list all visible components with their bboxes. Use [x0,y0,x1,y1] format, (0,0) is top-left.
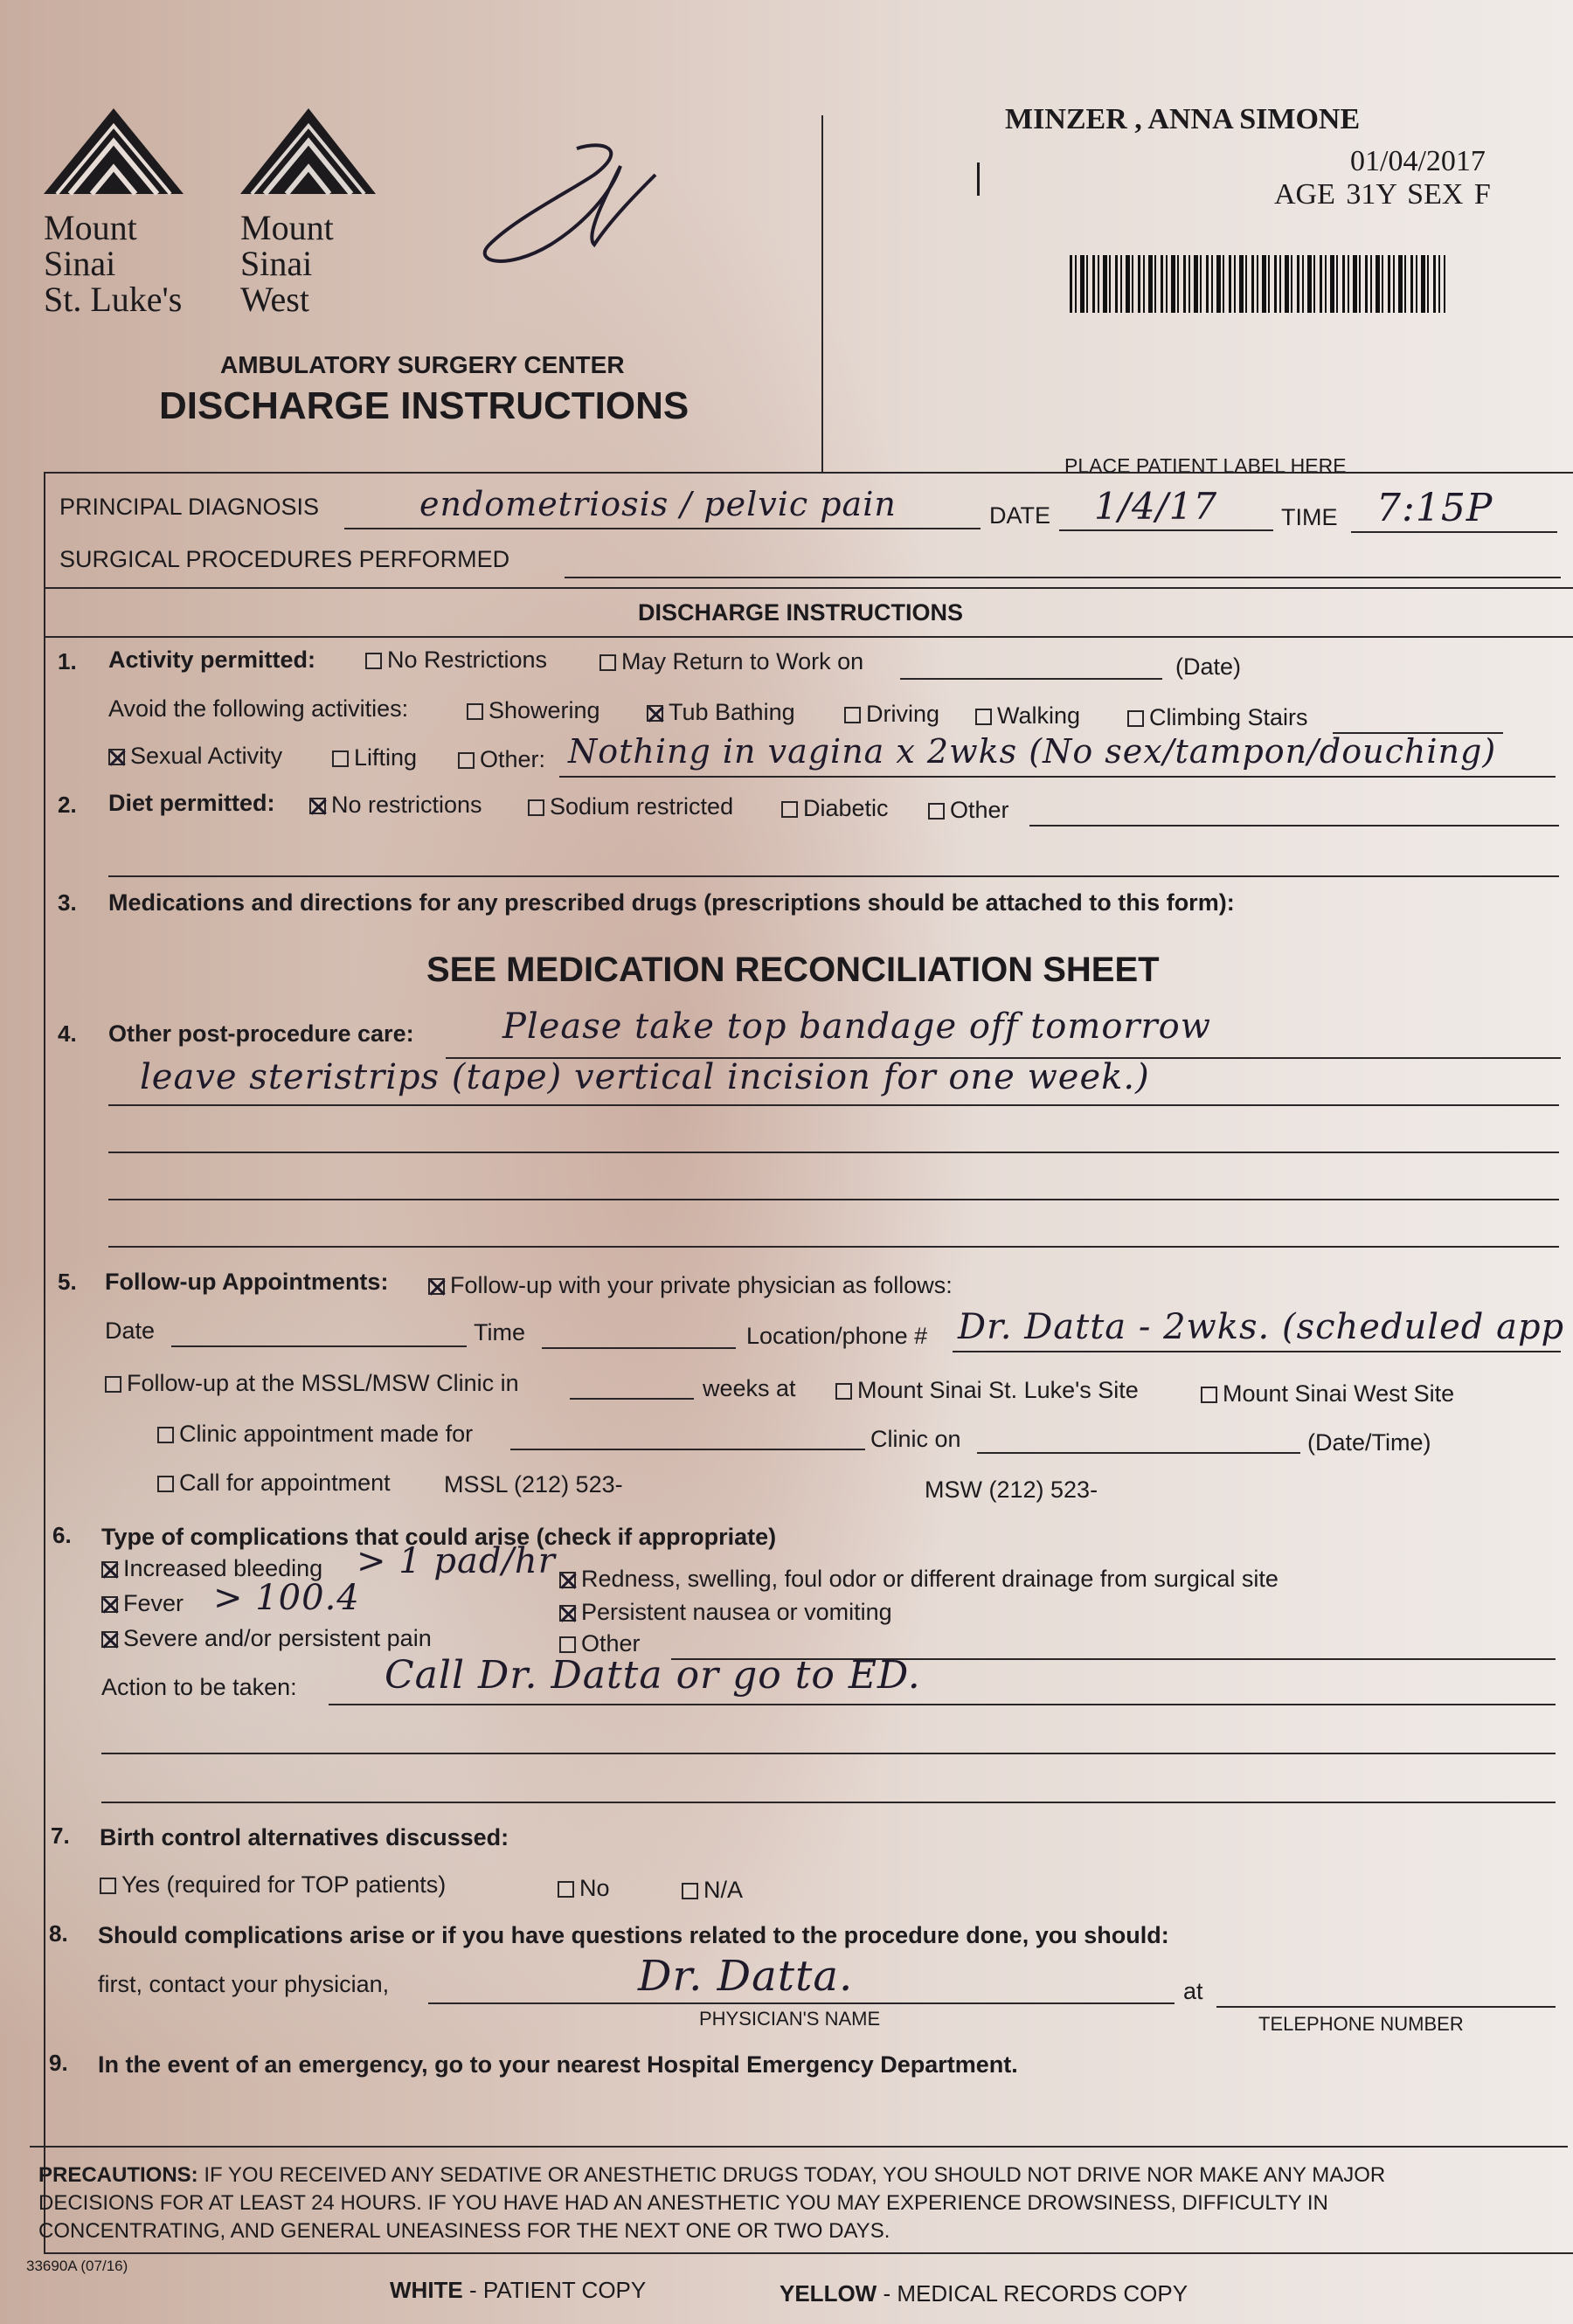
post-care-label: Other post-procedure care: [108,1020,414,1047]
sodium-option[interactable]: Sodium restricted [528,793,733,820]
west-site-checkbox[interactable] [1201,1387,1217,1403]
date-value: 1/4/17 [1094,485,1218,528]
weeks-at-label: weeks at [703,1375,796,1401]
diet-no-restrictions-checkbox[interactable] [309,798,326,814]
may-return-checkbox[interactable] [599,654,616,671]
redness-checkbox[interactable] [559,1572,576,1588]
section-8-number: 8. [49,1920,68,1947]
section-9-number: 9. [49,2050,68,2076]
procedures-label: SURGICAL PROCEDURES PERFORMED [59,546,510,572]
first-contact-label: first, contact your physician, [98,1971,390,1997]
physician-name-value: Dr. Datta. [638,1952,854,2001]
tub-bathing-checkbox[interactable] [647,705,663,722]
patient-date: 01/04/2017 [1350,145,1486,177]
no-restrictions-option[interactable]: No Restrictions [365,647,547,674]
clinic-appt-option[interactable]: Clinic appointment made for [157,1421,473,1448]
action-value: Call Dr. Datta or go to ED. [385,1653,921,1698]
center-name: AMBULATORY SURGERY CENTER [220,351,625,378]
patient-barcode [1070,255,1445,313]
bleeding-option[interactable]: Increased bleeding [101,1555,322,1582]
location-value: Dr. Datta - 2wks. (scheduled app [958,1307,1565,1347]
showering-option[interactable]: Showering [467,697,600,724]
diabetic-checkbox[interactable] [781,801,798,818]
phone-caption: TELEPHONE NUMBER [1258,2013,1464,2035]
avoid-label: Avoid the following activities: [108,695,409,722]
driving-checkbox[interactable] [844,707,861,723]
complications-label: Type of complications that could arise (check if appropriate) [101,1524,777,1550]
diet-label: Diet permitted: [108,790,275,816]
section-2-number: 2. [58,792,77,818]
nausea-checkbox[interactable] [559,1605,576,1622]
no-restrictions-checkbox[interactable] [365,653,382,669]
mssl-phone: MSSL (212) 523- [444,1471,623,1497]
clinic-followup-option[interactable]: Follow-up at the MSSL/MSW Clinic in [105,1370,519,1397]
patient-label-caption: PLACE PATIENT LABEL HERE [1064,454,1347,477]
time-label: TIME [1281,504,1338,530]
post-care-line-1: Please take top bandage off tomorrow [502,1006,1211,1047]
showering-checkbox[interactable] [467,703,483,720]
diet-other-checkbox[interactable] [928,803,945,820]
complications-contact-label: Should complications arise or if you have questions related to the procedure done, you should: [98,1922,1169,1948]
mount-sinai-west-logo-icon [240,107,376,198]
complication-other-checkbox[interactable] [559,1636,576,1653]
private-physician-checkbox[interactable] [428,1278,445,1295]
clinic-on-label: Clinic on [870,1426,961,1452]
west-site-option[interactable]: Mount Sinai West Site [1201,1380,1454,1408]
bleeding-checkbox[interactable] [101,1561,118,1578]
lifting-option[interactable]: Lifting [332,744,417,771]
signature-scribble [454,140,673,271]
section-3-number: 3. [58,889,77,916]
date-hint: (Date) [1175,654,1242,680]
pain-option[interactable]: Severe and/or persistent pain [101,1625,432,1652]
sodium-checkbox[interactable] [528,799,544,816]
driving-option[interactable]: Driving [844,701,939,728]
followup-time-label: Time [474,1319,525,1345]
walking-option[interactable]: Walking [975,702,1080,730]
physician-caption: PHYSICIAN'S NAME [699,2008,881,2030]
followup-label: Follow-up Appointments: [105,1269,389,1295]
page-title: DISCHARGE INSTRUCTIONS [159,384,689,427]
bc-no-checkbox[interactable] [558,1881,574,1898]
sexual-activity-option[interactable]: Sexual Activity [108,743,282,770]
bc-yes-option[interactable]: Yes (required for TOP patients) [100,1871,446,1899]
call-appt-checkbox[interactable] [157,1476,174,1492]
diagnosis-value: endometriosis / pelvic pain [419,485,897,523]
section-7-number: 7. [51,1823,70,1849]
pain-checkbox[interactable] [101,1631,118,1648]
diagnosis-label: PRINCIPAL DIAGNOSIS [59,494,320,520]
followup-date-label: Date [105,1318,156,1344]
precautions-line-3: CONCENTRATING, AND GENERAL UNEASINESS FOR THE NEXT ONE OR TWO DAYS. [38,2219,890,2243]
climbing-option[interactable]: Climbing Stairs [1127,704,1308,731]
mount-sinai-st-lukes-logo-icon [44,107,184,198]
bc-yes-checkbox[interactable] [100,1878,116,1894]
date-label: DATE [989,502,1051,529]
diabetic-option[interactable]: Diabetic [781,795,889,822]
complication-other-option[interactable]: Other [559,1630,641,1657]
logo-west-text: Mount Sinai West [240,208,334,319]
other-activity-value: Nothing in vagina x 2wks (No sex/tampon/douching) [568,732,1497,771]
redness-option[interactable]: Redness, swelling, foul odor or different drainage from surgical site [559,1566,1278,1593]
fever-option[interactable]: Fever [101,1590,184,1617]
form-number: 33690A (07/16) [26,2258,128,2274]
msw-phone: MSW (212) 523- [925,1477,1098,1503]
header-divider [821,115,823,474]
sexual-activity-checkbox[interactable] [108,749,125,765]
section-title: DISCHARGE INSTRUCTIONS [638,599,964,626]
clinic-followup-checkbox[interactable] [105,1376,121,1393]
emergency-instruction: In the event of an emergency, go to your nearest Hospital Emergency Department. [98,2051,1018,2078]
section-4-number: 4. [58,1020,77,1047]
location-label: Location/phone # [746,1323,928,1349]
section-6-number: 6. [52,1522,72,1548]
activity-label: Activity permitted: [108,647,316,673]
action-label: Action to be taken: [101,1674,297,1700]
medications-label: Medications and directions for any prescribed drugs (prescriptions should be attached to this form): [108,889,1235,916]
st-lukes-site-option[interactable]: Mount Sinai St. Luke's Site [835,1377,1139,1404]
at-label: at [1183,1978,1203,2004]
walking-checkbox[interactable] [975,709,992,725]
diet-other-option[interactable]: Other [928,797,1009,824]
bleeding-note: > 1 pad/hr [357,1541,556,1581]
patient-name: MINZER , ANNA SIMONE [1005,103,1361,135]
section-5-number: 5. [58,1269,77,1295]
yellow-copy-label: YELLOW - MEDICAL RECORDS COPY [780,2280,1188,2307]
other-activity-option[interactable]: Other: [458,746,545,773]
other-activity-checkbox[interactable] [458,752,475,769]
climbing-checkbox[interactable] [1127,710,1144,727]
may-return-option[interactable]: May Return to Work on [599,648,863,675]
bc-na-checkbox[interactable] [682,1883,698,1899]
call-appt-option[interactable]: Call for appointment [157,1470,391,1497]
birth-control-label: Birth control alternatives discussed: [100,1824,509,1850]
diet-no-restrictions-option[interactable]: No restrictions [309,792,482,819]
white-copy-label: WHITE - PATIENT COPY [390,2277,647,2303]
lifting-checkbox[interactable] [332,750,349,767]
label-tick [977,163,980,196]
medication-sheet-notice: SEE MEDICATION RECONCILIATION SHEET [426,951,1160,989]
time-value: 7:15P [1376,486,1493,530]
tub-bathing-option[interactable]: Tub Bathing [647,699,795,726]
precautions-line-2: DECISIONS FOR AT LEAST 24 HOURS. IF YOU HAVE HAD AN ANESTHETIC YOU MAY EXPERIENCE DROWSINESS, DIFFICULTY IN [38,2191,1328,2215]
nausea-option[interactable]: Persistent nausea or vomiting [559,1599,892,1626]
bc-no-option[interactable]: No [558,1875,610,1902]
fever-note: > 100.4 [213,1578,360,1618]
logo-st-lukes-text: Mount Sinai St. Luke's [44,208,183,319]
fever-checkbox[interactable] [101,1596,118,1613]
date-time-hint: (Date/Time) [1307,1429,1431,1456]
post-care-line-2: leave steristrips (tape) vertical incision for one week.) [140,1057,1150,1097]
precautions-line-1: PRECAUTIONS: IF YOU RECEIVED ANY SEDATIVE OR ANESTHETIC DRUGS TODAY, YOU SHOULD NOT DRIVE NOR MAKE ANY MAJOR [38,2163,1386,2187]
section-1-number: 1. [58,648,77,674]
bc-na-option[interactable]: N/A [682,1877,743,1904]
private-physician-option[interactable]: Follow-up with your private physician as follows: [428,1272,953,1299]
clinic-appt-checkbox[interactable] [157,1427,174,1443]
st-lukes-site-checkbox[interactable] [835,1383,852,1400]
patient-age-sex: AGE 31Y SEX F [1274,178,1491,211]
